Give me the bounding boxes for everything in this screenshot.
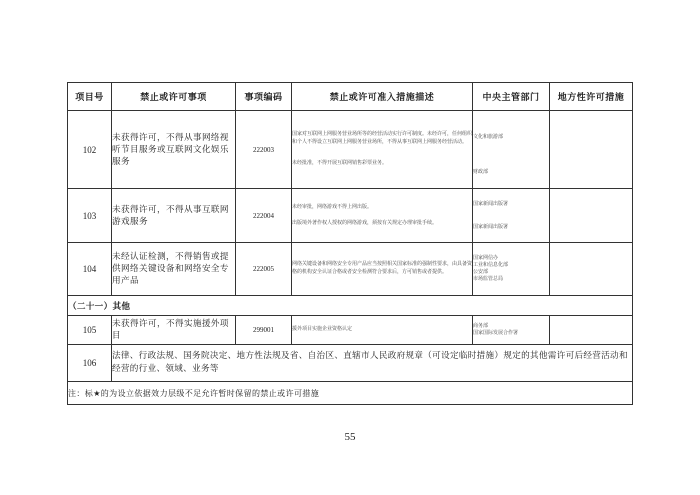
row-number: 106 [68,345,112,382]
table-header-row [68,83,633,111]
row-local-measures [550,316,633,345]
row-item: 未经认证检测，不得销售或提供网络关键设备和网络安全专用产品 [112,243,236,296]
row-department [473,316,550,345]
department-name: 财政部 [473,168,489,175]
department-name: 国家新闻出版署 [473,200,509,207]
row-number: 104 [68,243,112,296]
row-local-measures [550,189,633,243]
header-description: 禁止或许可准入措施描述 [292,83,473,111]
table-row [68,243,633,296]
row-code: 222004 [236,189,292,243]
department-name: 国家新闻出版署 [473,223,509,230]
header-item: 禁止或许可事项 [112,83,236,111]
description-paragraph: 未经批准，不得开展互联网销售彩票业务。 [292,160,388,167]
department-name: 市场监管总局 [473,276,504,282]
department-name: 公安部 [473,269,489,275]
department-name: 工业和信息化部 [473,262,509,268]
row-item: 未获得许可，不得实施援外项目 [112,316,236,345]
row-code: 222003 [236,111,292,189]
row-general-text: 法律、行政法规、国务院决定、地方性法规及省、自治区、直辖市人民政府规章（可设定临时措施）规定的其他需许可后经营活动和经营的行业、领域、业务等 [112,345,633,382]
description-paragraph: 未经审批，网络游戏不得上网出版。 [292,203,373,210]
header-local-measures: 地方性许可措施 [550,83,633,111]
header-central-dept: 中央主管部门 [473,83,550,111]
row-description [292,316,473,345]
row-code: 299001 [236,316,292,345]
section-title: （二十一）其他 [68,296,633,316]
row-description [292,189,473,243]
row-code: 222005 [236,243,292,296]
row-department [473,189,550,243]
row-description [292,111,473,189]
row-department [473,243,550,296]
description-paragraph: 援外项目实施企业资格认定 [292,326,353,333]
section-row [68,296,633,316]
description-paragraph: 网络关键设备和网络安全专用产品应当按照相关国家标准的强制性要求，由具备资格的机构安全认证合格或者安全检测符合要求后，方可销售或者提供。 [292,261,473,275]
department-name: 文化和旅游部 [473,133,504,140]
row-item: 未获得许可，不得从事互联网游戏服务 [112,189,236,243]
row-description [292,243,473,296]
footnote: 注：标★的为设立依据效力层级不足允许暂时保留的禁止或许可措施 [68,382,633,405]
description-paragraph: 国家对互联网上网服务营业场所等的经营活动实行许可制度。未经许可，任何组织和个人不得设立互联网上网服务营业场所，不得从事互联网上网服务经营活动。 [292,131,473,145]
table-row [68,345,633,382]
department-name: 国家网信办 [473,255,499,261]
table-row [68,189,633,243]
row-item: 未获得许可，不得从事网络视听节目服务或互联网文化娱乐服务 [112,111,236,189]
row-local-measures [550,243,633,296]
row-number: 105 [68,316,112,345]
header-code: 事项编码 [236,83,292,111]
description-paragraph: 出版境外著作权人授权的网络游戏，须按有关规定办理审批手续。 [292,219,438,226]
row-local-measures [550,111,633,189]
table-row [68,316,633,345]
header-project-no: 项目号 [68,83,112,111]
department-name: 商务部 [473,323,489,329]
row-number: 102 [68,111,112,189]
page-number: 55 [344,431,356,443]
table-row [68,111,633,189]
note-row [68,382,633,405]
row-number: 103 [68,189,112,243]
department-name: 国家国际发展合作署 [473,330,519,336]
row-department [473,111,550,189]
negative-list-table [67,82,633,405]
